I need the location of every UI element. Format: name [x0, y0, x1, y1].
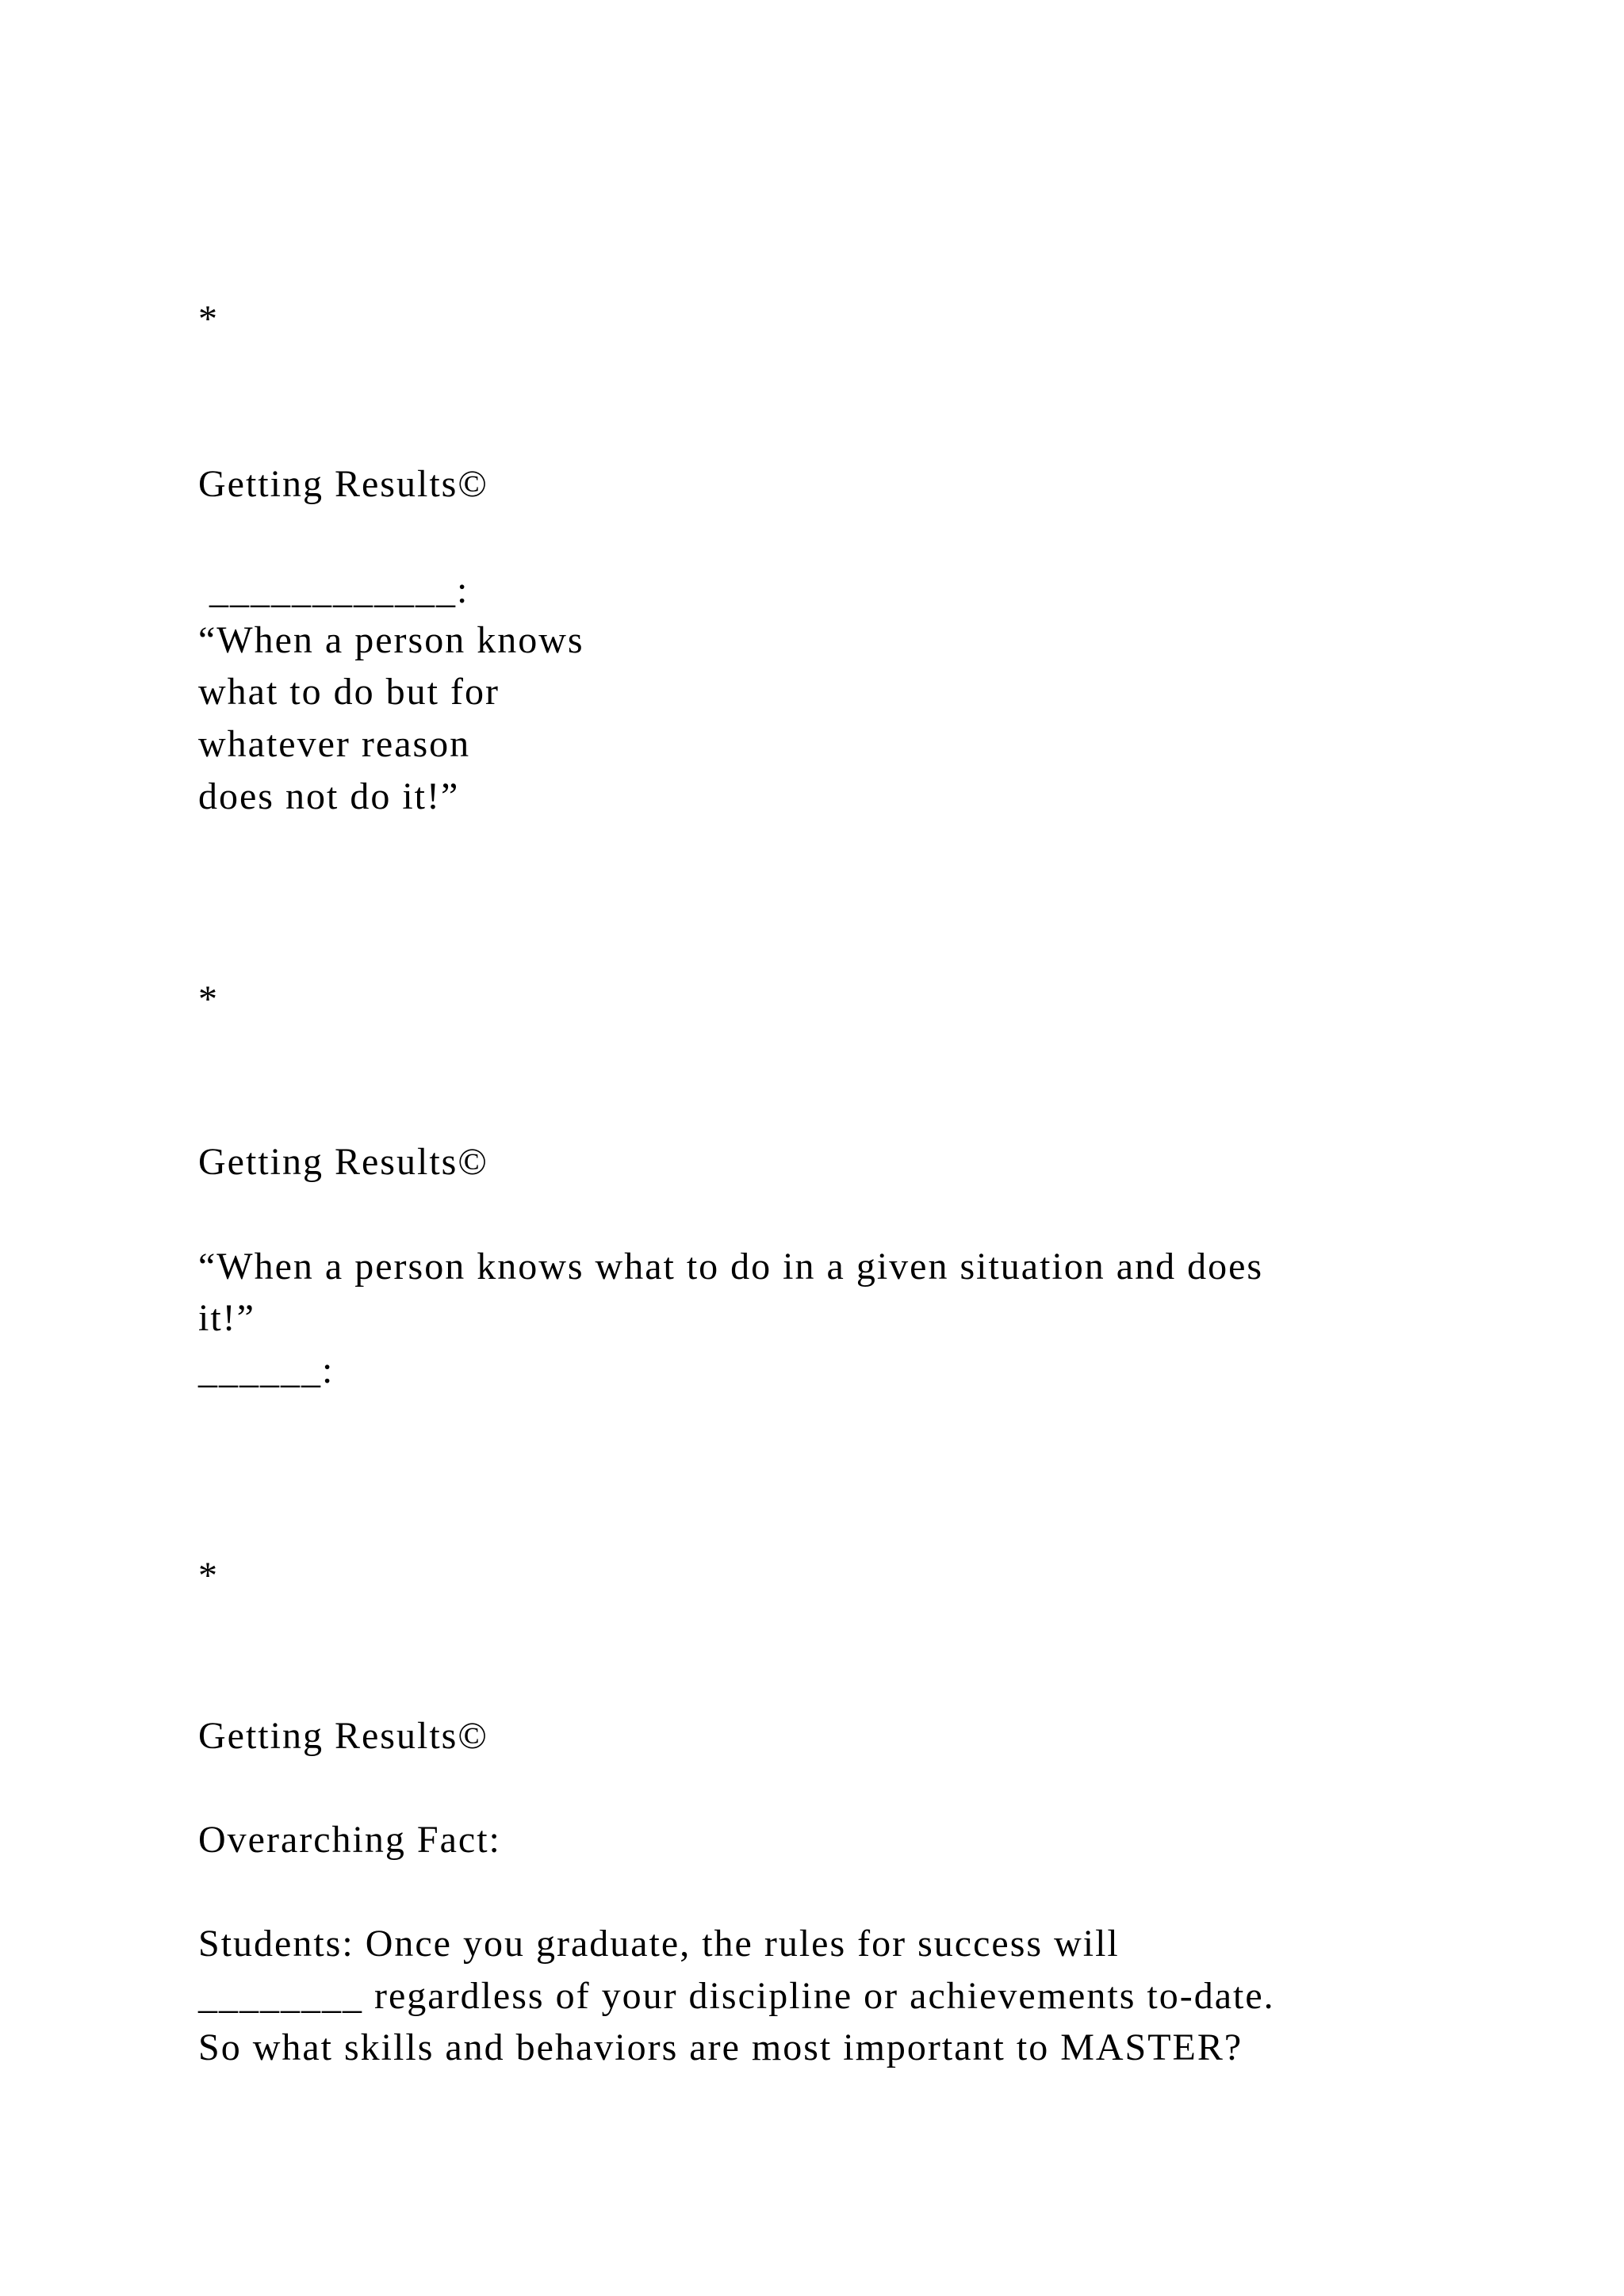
slide-2-marker: * — [198, 978, 219, 1020]
slide-3-line-2: ________ regardless of your discipline or achievements to-date. — [198, 1975, 1275, 2017]
slide-1-blank-line: ____________: — [198, 569, 469, 611]
slide-1-title: Getting Results© — [198, 463, 488, 505]
slide-1-line-3: whatever reason — [198, 723, 471, 765]
slide-2-blank-line: ______: — [198, 1349, 335, 1391]
slide-1-line-1: “When a person knows — [198, 619, 584, 661]
slide-3-line-1: Students: Once you graduate, the rules for success will — [198, 1923, 1120, 1965]
slide-2-line-1: “When a person knows what to do in a given situation and does — [198, 1246, 1264, 1288]
slide-1-line-2: what to do but for — [198, 671, 500, 713]
slide-3-marker: * — [198, 1555, 219, 1597]
slide-1-marker: * — [198, 298, 219, 340]
slide-2-title: Getting Results© — [198, 1141, 488, 1183]
slide-3-line-3: So what skills and behaviors are most important to MASTER? — [198, 2026, 1243, 2068]
slide-1-line-4: does not do it!” — [198, 775, 460, 817]
slide-2-line-2: it!” — [198, 1297, 255, 1339]
slide-3-heading: Overarching Fact: — [198, 1819, 501, 1861]
slide-3-title: Getting Results© — [198, 1715, 488, 1757]
